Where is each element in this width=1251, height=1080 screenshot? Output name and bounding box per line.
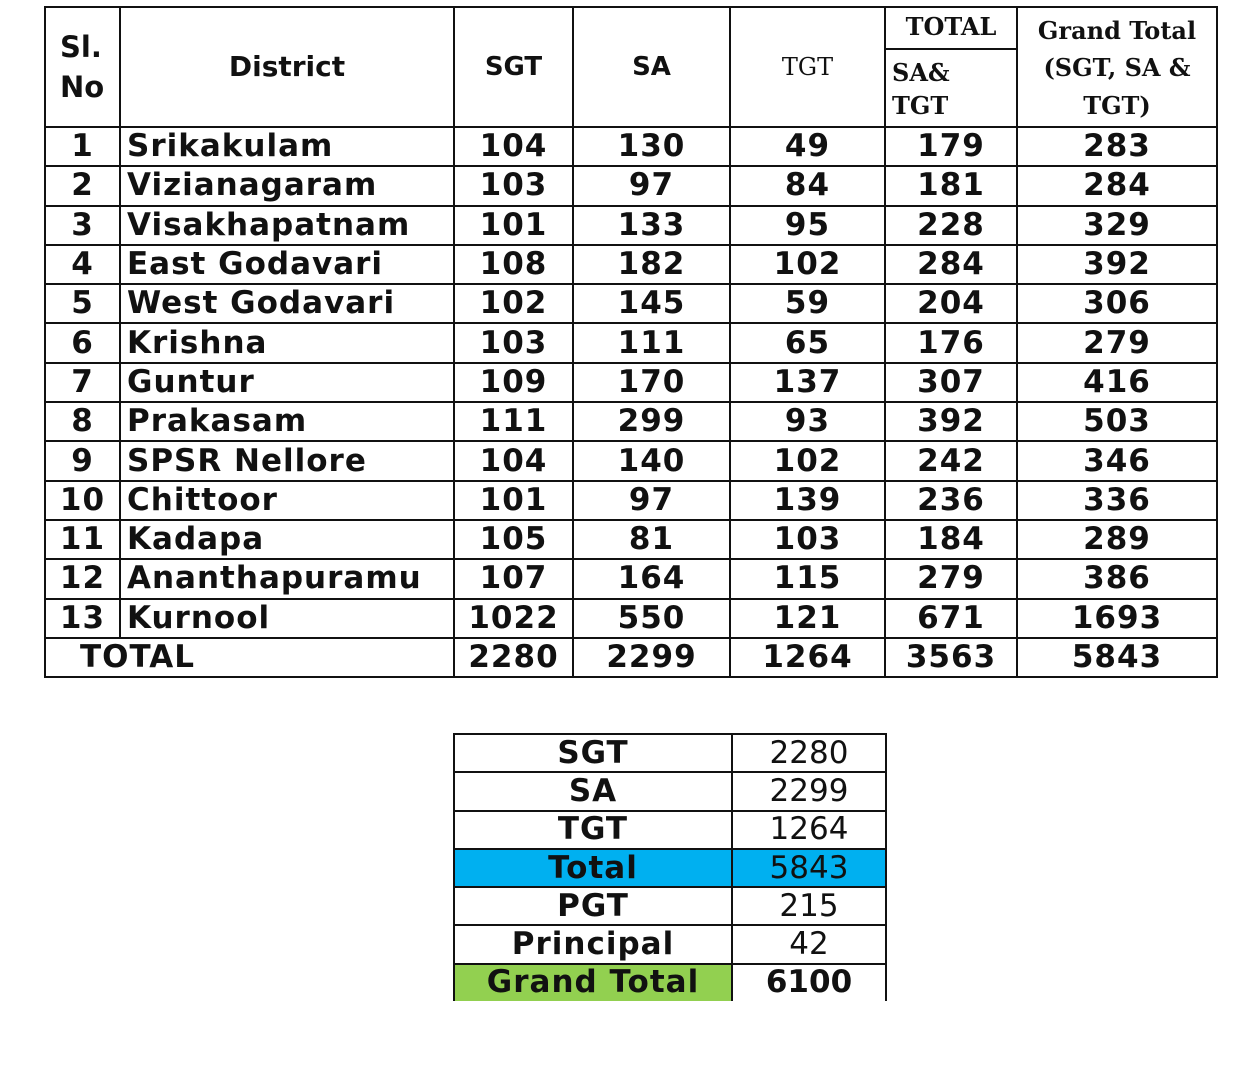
row-sa: 97 <box>573 481 730 520</box>
summary-value: 2280 <box>732 734 886 772</box>
summary-value: 6100 <box>732 964 886 1001</box>
row-grand-total: 279 <box>1017 323 1217 362</box>
summary-row <box>454 964 886 1001</box>
row-total: 307 <box>885 363 1017 402</box>
row-tgt: 121 <box>730 599 885 638</box>
row-sa: 182 <box>573 245 730 284</box>
header-grand-total-line1: Grand Total <box>1037 16 1197 46</box>
row-sl-no: 5 <box>45 284 120 323</box>
summary-label: Principal <box>454 925 732 963</box>
row-sgt: 102 <box>454 284 573 323</box>
table-row <box>45 245 1217 284</box>
row-sa: 97 <box>573 166 730 205</box>
row-sl-no: 4 <box>45 245 120 284</box>
table-row <box>45 520 1217 559</box>
total-row-grand: 5843 <box>1017 638 1217 677</box>
main-table-body <box>45 127 1217 638</box>
row-sgt: 103 <box>454 166 573 205</box>
row-grand-total: 346 <box>1017 441 1217 480</box>
header-sgt: SGT <box>454 7 573 127</box>
total-row-sa: 2299 <box>573 638 730 677</box>
row-district: East Godavari <box>120 245 454 284</box>
summary-table <box>453 733 887 1001</box>
table-row <box>45 441 1217 480</box>
row-tgt: 102 <box>730 245 885 284</box>
row-total: 279 <box>885 559 1017 598</box>
row-grand-total: 1693 <box>1017 599 1217 638</box>
row-sa: 140 <box>573 441 730 480</box>
total-row-tgt: 1264 <box>730 638 885 677</box>
row-total: 179 <box>885 127 1017 166</box>
row-sgt: 103 <box>454 323 573 362</box>
row-sl-no: 3 <box>45 206 120 245</box>
summary-label: SGT <box>454 734 732 772</box>
table-row <box>45 127 1217 166</box>
row-total: 392 <box>885 402 1017 441</box>
table-row <box>45 166 1217 205</box>
summary-row <box>454 811 886 849</box>
row-sgt: 101 <box>454 206 573 245</box>
row-sl-no: 2 <box>45 166 120 205</box>
header-row <box>45 7 1217 127</box>
summary-label: SA <box>454 772 732 810</box>
row-sl-no: 12 <box>45 559 120 598</box>
row-sl-no: 8 <box>45 402 120 441</box>
total-row <box>45 638 1217 677</box>
row-grand-total: 386 <box>1017 559 1217 598</box>
row-district: Prakasam <box>120 402 454 441</box>
row-grand-total: 306 <box>1017 284 1217 323</box>
summary-value: 215 <box>732 887 886 925</box>
table-row <box>45 323 1217 362</box>
row-sa: 111 <box>573 323 730 362</box>
row-tgt: 59 <box>730 284 885 323</box>
row-district: Krishna <box>120 323 454 362</box>
row-sgt: 105 <box>454 520 573 559</box>
row-sgt: 111 <box>454 402 573 441</box>
header-sl-no-line1: Sl. <box>60 29 102 64</box>
summary-row <box>454 887 886 925</box>
row-district: West Godavari <box>120 284 454 323</box>
header-total-sa-tgt <box>885 7 1017 127</box>
header-grand-total-line2: (SGT, SA & <box>1043 53 1191 83</box>
summary-row <box>454 772 886 810</box>
row-sgt: 1022 <box>454 599 573 638</box>
row-grand-total: 284 <box>1017 166 1217 205</box>
row-total: 671 <box>885 599 1017 638</box>
summary-value: 1264 <box>732 811 886 849</box>
summary-value: 2299 <box>732 772 886 810</box>
row-district: Chittoor <box>120 481 454 520</box>
header-sa: SA <box>573 7 730 127</box>
row-tgt: 95 <box>730 206 885 245</box>
row-tgt: 102 <box>730 441 885 480</box>
header-district: District <box>120 7 454 127</box>
row-tgt: 137 <box>730 363 885 402</box>
summary-label: PGT <box>454 887 732 925</box>
summary-value: 42 <box>732 925 886 963</box>
summary-label: TGT <box>454 811 732 849</box>
row-grand-total: 289 <box>1017 520 1217 559</box>
table-row <box>45 481 1217 520</box>
total-row-sgt: 2280 <box>454 638 573 677</box>
row-sgt: 108 <box>454 245 573 284</box>
row-sl-no: 13 <box>45 599 120 638</box>
row-tgt: 65 <box>730 323 885 362</box>
row-total: 204 <box>885 284 1017 323</box>
row-district: Guntur <box>120 363 454 402</box>
row-district: Kurnool <box>120 599 454 638</box>
row-sl-no: 11 <box>45 520 120 559</box>
summary-label: Total <box>454 849 732 887</box>
row-sa: 170 <box>573 363 730 402</box>
header-sl-no <box>45 7 120 127</box>
district-posts-table <box>44 6 1218 678</box>
row-sa: 299 <box>573 402 730 441</box>
row-sl-no: 7 <box>45 363 120 402</box>
header-total-sub-line1: SA& <box>892 58 950 87</box>
row-district: Kadapa <box>120 520 454 559</box>
row-total: 242 <box>885 441 1017 480</box>
row-district: Srikakulam <box>120 127 454 166</box>
row-sa: 145 <box>573 284 730 323</box>
row-tgt: 103 <box>730 520 885 559</box>
row-sa: 164 <box>573 559 730 598</box>
summary-row <box>454 734 886 772</box>
header-total-sub <box>886 50 1016 122</box>
table-row <box>45 599 1217 638</box>
row-tgt: 139 <box>730 481 885 520</box>
table-row <box>45 284 1217 323</box>
summary-table-body <box>454 734 886 1001</box>
summary-row <box>454 849 886 887</box>
table-row <box>45 559 1217 598</box>
row-sgt: 101 <box>454 481 573 520</box>
row-sl-no: 10 <box>45 481 120 520</box>
row-grand-total: 503 <box>1017 402 1217 441</box>
summary-value: 5843 <box>732 849 886 887</box>
row-district: Visakhapatnam <box>120 206 454 245</box>
row-sa: 81 <box>573 520 730 559</box>
row-sa: 130 <box>573 127 730 166</box>
row-district: Ananthapuramu <box>120 559 454 598</box>
row-grand-total: 329 <box>1017 206 1217 245</box>
row-sgt: 109 <box>454 363 573 402</box>
summary-row <box>454 925 886 963</box>
header-grand-total <box>1017 7 1217 127</box>
row-total: 284 <box>885 245 1017 284</box>
row-sgt: 107 <box>454 559 573 598</box>
summary-label: Grand Total <box>454 964 732 1001</box>
header-grand-total-line3: TGT) <box>1083 90 1151 120</box>
row-grand-total: 336 <box>1017 481 1217 520</box>
row-total: 181 <box>885 166 1017 205</box>
row-sl-no: 6 <box>45 323 120 362</box>
row-grand-total: 283 <box>1017 127 1217 166</box>
table-row <box>45 363 1217 402</box>
header-tgt: TGT <box>730 7 885 127</box>
header-total-sub-line2: TGT <box>892 91 949 121</box>
header-total-top: TOTAL <box>886 8 1016 50</box>
row-total: 176 <box>885 323 1017 362</box>
row-sl-no: 9 <box>45 441 120 480</box>
total-row-label: TOTAL <box>45 638 454 677</box>
row-district: SPSR Nellore <box>120 441 454 480</box>
row-tgt: 84 <box>730 166 885 205</box>
table-row <box>45 206 1217 245</box>
row-grand-total: 416 <box>1017 363 1217 402</box>
row-tgt: 115 <box>730 559 885 598</box>
row-total: 184 <box>885 520 1017 559</box>
row-sgt: 104 <box>454 127 573 166</box>
row-sgt: 104 <box>454 441 573 480</box>
table-row <box>45 402 1217 441</box>
row-district: Vizianagaram <box>120 166 454 205</box>
header-sl-no-line2: No <box>60 70 105 104</box>
row-grand-total: 392 <box>1017 245 1217 284</box>
row-tgt: 93 <box>730 402 885 441</box>
row-sa: 550 <box>573 599 730 638</box>
row-sa: 133 <box>573 206 730 245</box>
row-sl-no: 1 <box>45 127 120 166</box>
row-total: 228 <box>885 206 1017 245</box>
total-row-total: 3563 <box>885 638 1017 677</box>
row-tgt: 49 <box>730 127 885 166</box>
row-total: 236 <box>885 481 1017 520</box>
